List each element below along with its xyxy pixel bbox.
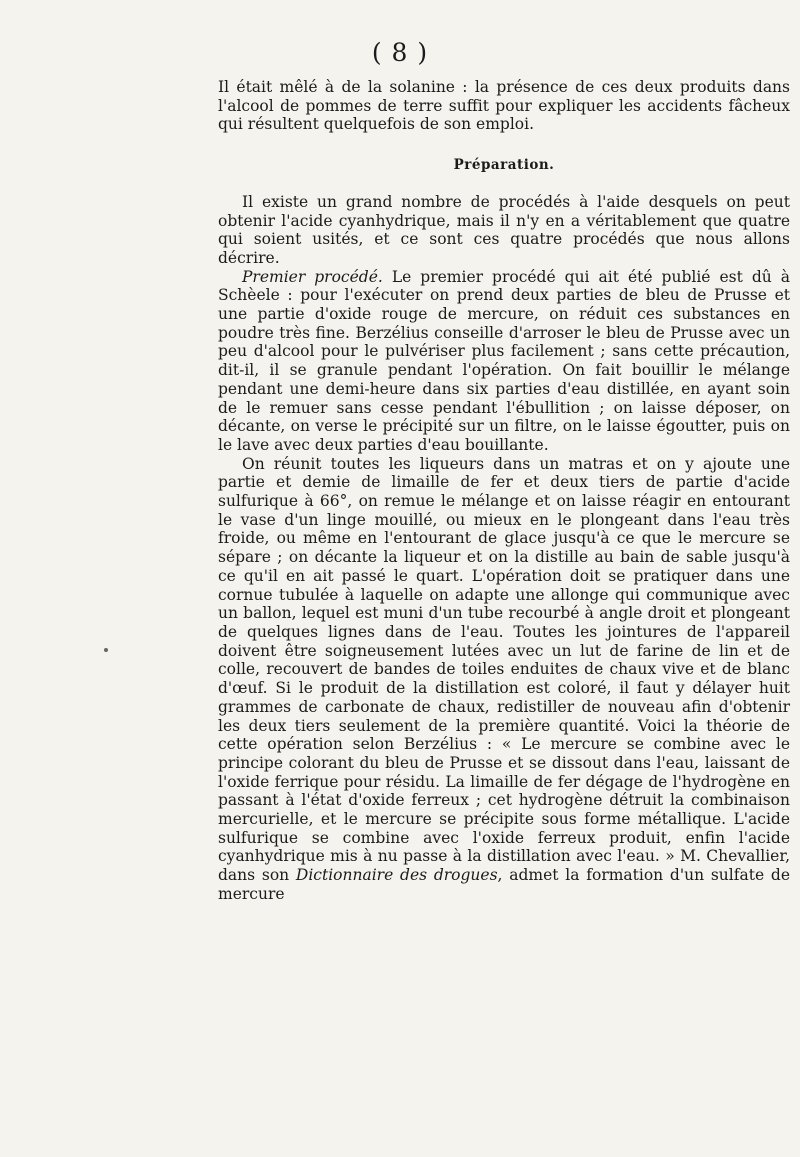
closing-text: , admet la formation d'un sulfate de mercure [218,866,790,903]
section-heading: Préparation. [453,157,555,174]
intro-paragraph: Il existe un grand nombre de procédés à l'aide desquels on peut obtenir l'acide cyanhydrique, mais il n'y en a véritablement que quatre qui soient usités, et ce sont ces quatre procédés que nous allons décrire. [218,192,790,267]
page-number: ( 8 ) [371,38,429,67]
procedure-intro: Le premier procédé qui ait été publié est dû à [391,267,790,286]
distillation-paragraph [218,455,790,904]
distillation-text: On réunit toutes les liqueurs dans un matras et on y ajoute une partie et demie de limaille de fer et deux tiers de partie d'acide sulfurique à 66°, on remue le mélange et on laisse réagir en entourant le vase d'un linge mouillé, ou mieux en le plongeant dans l'eau très froide, ou même en l'entourant de glace jusqu'à ce que le mercure se sépare ; on décante la liqueur et on la distille au bain de sable jusqu'à ce qu'il en ait passé le quart. L'opération doit se pratiquer dans une cornue tubulée à laquelle on adapte une allonge qui communique avec un ballon, lequel est muni d'un tube recourbé à angle droit et plongeant de quelques lignes dans de l'eau. Toutes les jointures de l'appareil doivent être soigneusement lutées avec un lut de farine de lin et de colle, recouvert de bandes de toiles enduites de chaux vive et de blanc d'œuf. Si le produit de la distillation est coloré, il faut y délayer huit grammes de carbonate de chaux, redistiller de nouveau afin d'obtenir les deux tiers seulement de la première quantité. Voici la théorie de cette opération selon Berzélius : « Le mercure se combine avec le principe colorant du bleu de Prusse et se dissout dans l'eau, laissant de l'oxide ferrique pour résidu. La limaille de fer dégage de l'hydrogène en passant à l'état d'oxide ferreux ; cet hydrogène détruit la combinaison mercurielle, et le mercure se précipite sous forme métallique. L'acide sulfurique se combine avec l'oxide ferreux produit, enfin l'acide cyanhydrique mis à nu passe à la distillation avec l'eau. » M. Chevallier, dans son [218,454,790,885]
first-procedure-paragraph [218,268,790,455]
procedure-body: Schèele : pour l'exécuter on prend deux parties de bleu de Prusse et une partie d'oxide rouge de mercure, on réduit ces substances en poudre très fine. Berzélius conseille d'arroser le bleu de Prusse avec un peu d'alcool pour le pulvériser plus facilement ; sans cette précaution, dit-il, il se granule pendant l'opération. On fait bouillir le mélange pendant une demi-heure dans six parties d'eau distillée, en ayant soin de le remuer sans cesse pendant l'ébullition ; on laisse déposer, on décante, on verse le précipité sur un filtre, on le laisse égoutter, puis on le lave avec deux parties d'eau bouillante. [218,286,790,454]
opening-paragraph: Il était mêlé à de la solanine : la présence de ces deux produits dans l'alcool de pommes de terre suffit pour expliquer les accidents fâcheux qui résultent quelquefois de son emploi. [218,78,790,134]
page-speck [104,648,108,652]
procedure-label: Premier procédé. [242,267,383,286]
dictionary-title: Dictionnaire des drogues [295,866,498,885]
body-text [218,78,790,918]
